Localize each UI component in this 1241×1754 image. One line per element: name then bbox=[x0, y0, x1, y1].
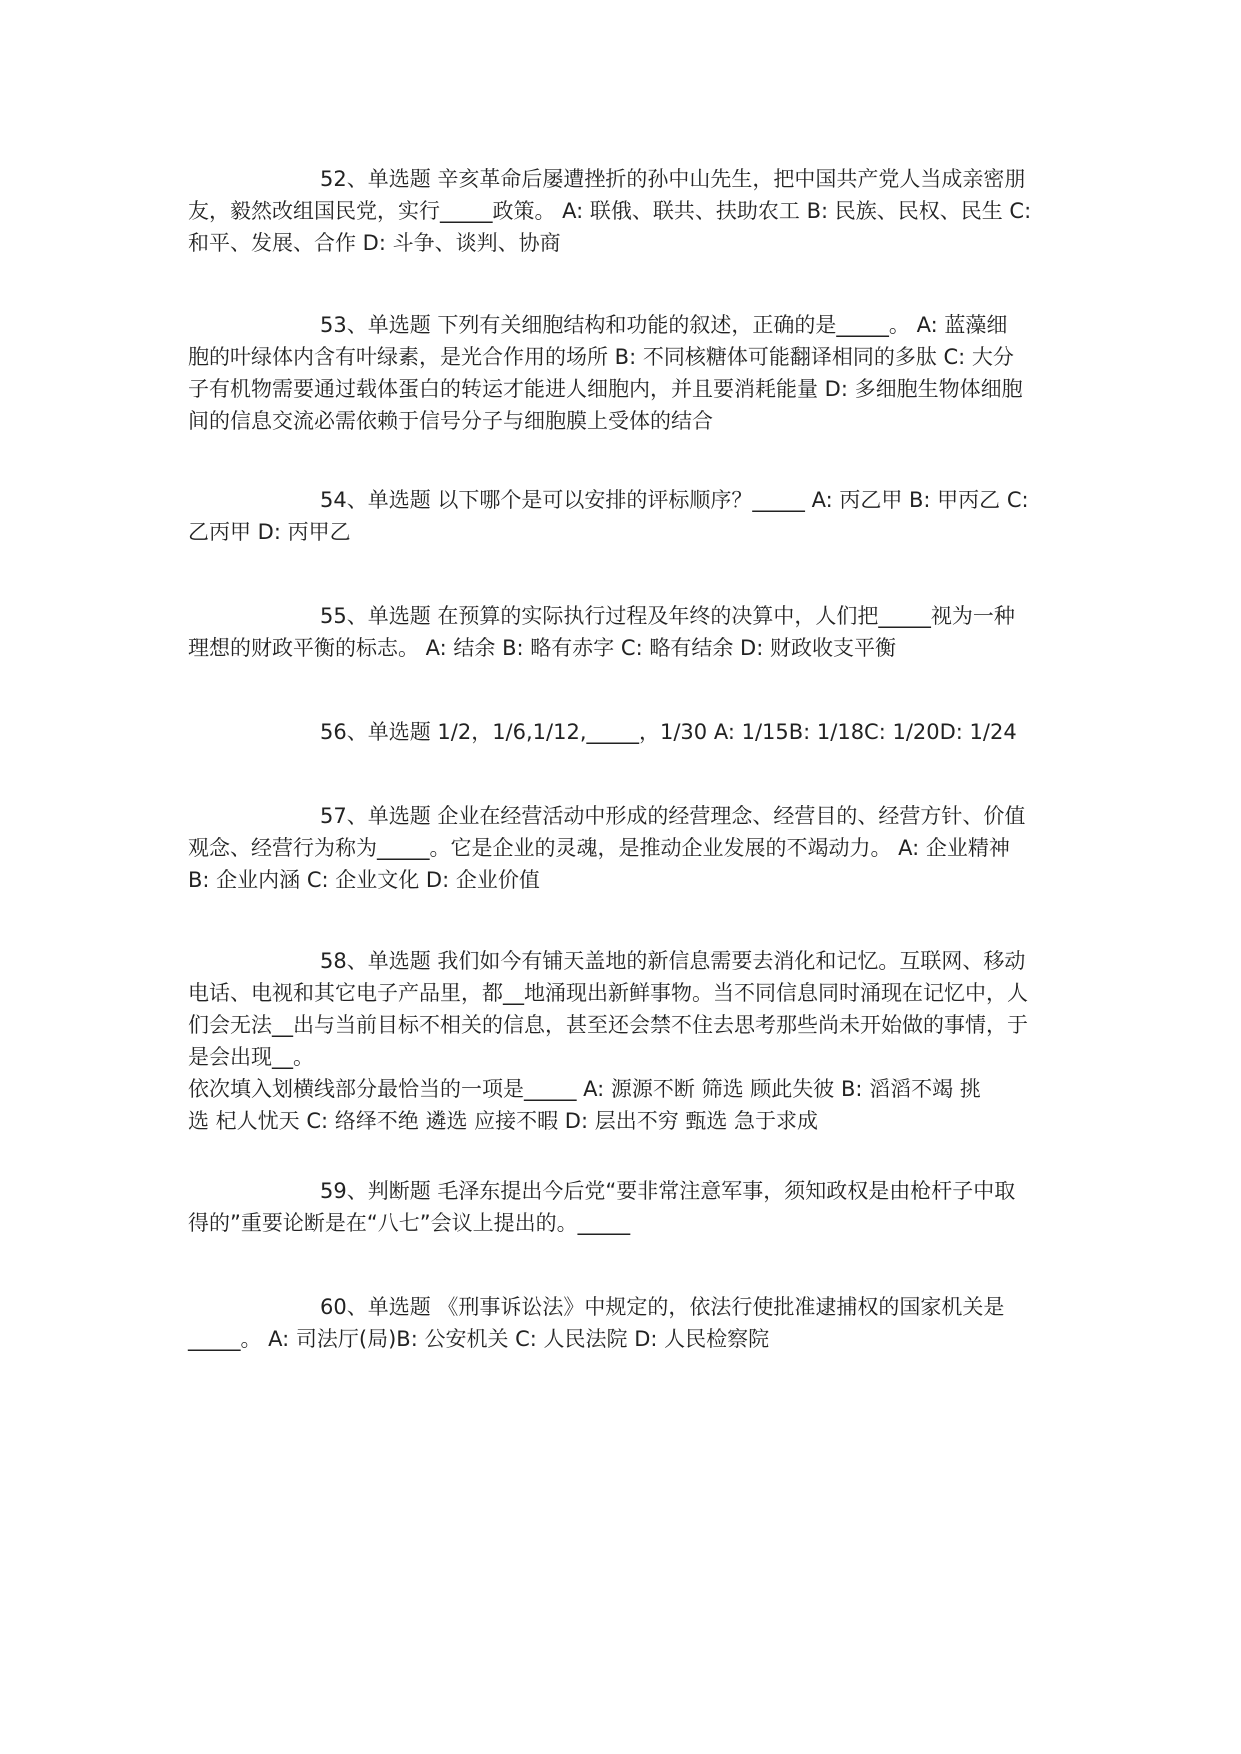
question-line: B: 企业内涵 C: 企业文化 D: 企业价值 bbox=[188, 868, 540, 892]
question-56 bbox=[188, 716, 1056, 748]
question-line: 们会无法__出与当前目标不相关的信息，甚至还会禁不住去思考那些尚未开始做的事情，于 bbox=[188, 1013, 1028, 1037]
question-line: 是会出现__。 bbox=[188, 1045, 314, 1069]
question-line: 58、单选题 我们如今有铺天盖地的新信息需要去消化和记忆。互联网、移动 bbox=[320, 949, 1026, 973]
question-line: _____。 A: 司法厅(局)B: 公安机关 C: 人民法院 D: 人民检察院 bbox=[188, 1327, 770, 1351]
question-line: 理想的财政平衡的标志。 A: 结余 B: 略有赤字 C: 略有结余 D: 财政收支平衡 bbox=[188, 636, 896, 660]
question-line: 54、单选题 以下哪个是可以安排的评标顺序？_____ A: 丙乙甲 B: 甲丙乙 C: bbox=[320, 488, 1029, 512]
question-line: 53、单选题 下列有关细胞结构和功能的叙述，正确的是_____。 A: 蓝藻细 bbox=[320, 313, 1008, 337]
question-54 bbox=[188, 484, 1056, 548]
question-60 bbox=[188, 1291, 1056, 1355]
question-line: 友，毅然改组国民党，实行_____政策。 A: 联俄、联共、扶助农工 B: 民族、民权、民生 C: bbox=[188, 199, 1032, 223]
question-line: 依次填入划横线部分最恰当的一项是_____ A: 源源不断 筛选 顾此失彼 B: 滔滔不竭 挑 bbox=[188, 1077, 981, 1101]
question-57 bbox=[188, 800, 1056, 896]
question-line: 52、单选题 辛亥革命后屡遭挫折的孙中山先生，把中国共产党人当成亲密朋 bbox=[320, 167, 1026, 191]
question-58 bbox=[188, 945, 1056, 1137]
question-line: 55、单选题 在预算的实际执行过程及年终的决算中，人们把_____视为一种 bbox=[320, 604, 1015, 628]
question-line: 59、判断题 毛泽东提出今后党“要非常注意军事，须知政权是由枪杆子中取 bbox=[320, 1179, 1016, 1203]
question-line: 观念、经营行为称为_____。它是企业的灵魂，是推动企业发展的不竭动力。 A: 企业精神 bbox=[188, 836, 1010, 860]
question-line: 胞的叶绿体内含有叶绿素，是光合作用的场所 B: 不同核糖体可能翻译相同的多肽 C: 大分 bbox=[188, 345, 1014, 369]
question-line: 得的”重要论断是在“八七”会议上提出的。_____ bbox=[188, 1211, 631, 1235]
question-line: 和平、发展、合作 D: 斗争、谈判、协商 bbox=[188, 231, 561, 255]
question-line: 电话、电视和其它电子产品里，都__地涌现出新鲜事物。当不同信息同时涌现在记忆中，人 bbox=[188, 981, 1028, 1005]
question-line: 选 杞人忧天 C: 络绎不绝 遴选 应接不暇 D: 层出不穷 甄选 急于求成 bbox=[188, 1109, 819, 1133]
question-55 bbox=[188, 600, 1056, 664]
question-line: 57、单选题 企业在经营活动中形成的经营理念、经营目的、经营方针、价值 bbox=[320, 804, 1026, 828]
question-line: 56、单选题 1/2，1/6,1/12,_____，1/30 A: 1/15B: 1/18C: 1/20D: 1/24 bbox=[320, 720, 1017, 744]
question-line: 间的信息交流必需依赖于信号分子与细胞膜上受体的结合 bbox=[188, 409, 713, 433]
question-52 bbox=[188, 163, 1056, 259]
question-line: 60、单选题 《刑事诉讼法》中规定的，依法行使批准逮捕权的国家机关是 bbox=[320, 1295, 1005, 1319]
question-59 bbox=[188, 1175, 1056, 1239]
question-53 bbox=[188, 309, 1056, 437]
question-line: 子有机物需要通过载体蛋白的转运才能进人细胞内，并且要消耗能量 D: 多细胞生物体细胞 bbox=[188, 377, 1023, 401]
question-line: 乙丙甲 D: 丙甲乙 bbox=[188, 520, 351, 544]
